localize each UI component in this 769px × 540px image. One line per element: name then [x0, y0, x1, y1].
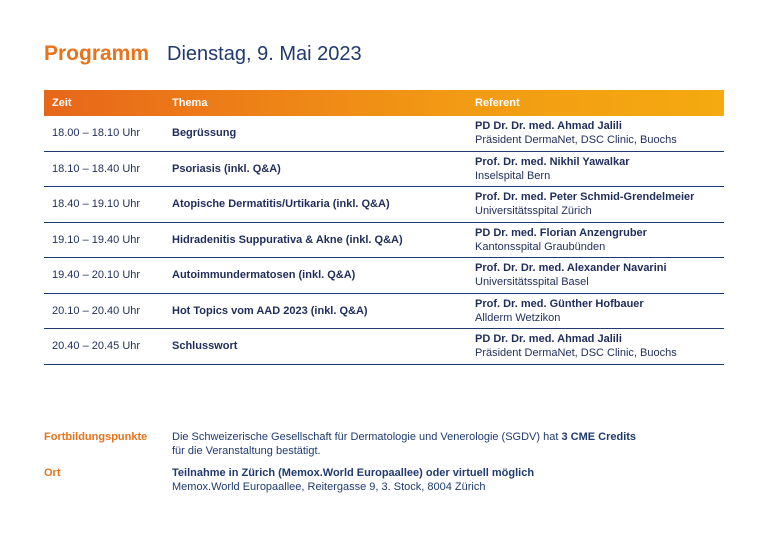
row-speaker — [468, 155, 724, 183]
program-table — [44, 90, 724, 365]
row-speaker — [468, 332, 724, 360]
table-row — [44, 294, 724, 330]
row-topic: Hot Topics vom AAD 2023 (inkl. Q&A) — [172, 304, 368, 317]
page-header — [44, 42, 362, 66]
row-speaker — [468, 261, 724, 289]
row-time: 19.10 – 19.40 Uhr — [52, 233, 141, 246]
row-topic: Atopische Dermatitis/Urtikaria (inkl. Q&A) — [172, 198, 390, 211]
row-time: 18.10 – 18.40 Uhr — [52, 162, 141, 175]
row-speaker — [468, 190, 724, 218]
speaker-institution: Universitätsspital Basel — [475, 276, 589, 289]
location-label: Ort — [44, 467, 61, 479]
row-speaker — [468, 297, 724, 325]
row-time: 18.40 – 19.10 Uhr — [52, 198, 141, 211]
event-date: Dienstag, 9. Mai 2023 — [167, 43, 362, 65]
row-topic: Psoriasis (inkl. Q&A) — [172, 162, 281, 175]
credits-text-end: für die Veranstaltung bestätigt. — [172, 445, 321, 457]
table-row — [44, 152, 724, 188]
row-time: 18.00 – 18.10 Uhr — [52, 127, 141, 140]
speaker-institution: Universitätsspital Zürich — [475, 205, 592, 218]
speaker-name: PD Dr. Dr. med. Ahmad Jalili — [475, 333, 622, 346]
row-speaker — [468, 226, 724, 254]
column-header-speaker: Referent — [475, 97, 520, 109]
speaker-institution: Inselspital Bern — [475, 169, 551, 182]
page-title: Programm — [44, 42, 150, 65]
credits-text — [172, 430, 692, 458]
location-section — [44, 466, 692, 494]
row-time: 19.40 – 20.10 Uhr — [52, 269, 141, 282]
speaker-institution: Allderm Wetzikon — [475, 311, 561, 324]
location-line-2: Memox.World Europaallee, Reitergasse 9, 3. Stock, 8004 Zürich — [172, 481, 486, 493]
table-body — [44, 116, 724, 365]
table-row — [44, 223, 724, 259]
speaker-name: Prof. Dr. Dr. med. Alexander Navarini — [475, 262, 667, 275]
credits-amount: 3 CME Credits — [561, 431, 637, 443]
table-row — [44, 116, 724, 152]
speaker-name: PD Dr. med. Florian Anzengruber — [475, 226, 647, 239]
location-line-1: Teilnahme in Zürich (Memox.World Europaallee) oder virtuell möglich — [172, 467, 535, 479]
column-header-time: Zeit — [52, 97, 72, 109]
table-header — [44, 90, 724, 116]
row-topic: Begrüssung — [172, 127, 237, 140]
table-row — [44, 187, 724, 223]
speaker-name: PD Dr. Dr. med. Ahmad Jalili — [475, 120, 622, 133]
row-topic: Autoimmundermatosen (inkl. Q&A) — [172, 269, 356, 282]
column-header-topic: Thema — [172, 97, 208, 109]
speaker-institution: Kantonsspital Graubünden — [475, 240, 606, 253]
row-topic: Hidradenitis Suppurativa & Akne (inkl. Q&A) — [172, 233, 403, 246]
row-time: 20.40 – 20.45 Uhr — [52, 340, 141, 353]
speaker-name: Prof. Dr. med. Peter Schmid-Grendelmeier — [475, 191, 695, 204]
row-time: 20.10 – 20.40 Uhr — [52, 304, 141, 317]
speaker-name: Prof. Dr. med. Nikhil Yawalkar — [475, 155, 630, 168]
location-text — [172, 466, 692, 494]
speaker-institution: Präsident DermaNet, DSC Clinic, Buochs — [475, 347, 677, 360]
row-topic: Schlusswort — [172, 340, 238, 353]
table-row — [44, 258, 724, 294]
credits-text-start: Die Schweizerische Gesellschaft für Dermatologie und Venerologie (SGDV) hat — [172, 431, 562, 443]
credits-label: Fortbildungspunkte — [44, 431, 148, 443]
credits-section — [44, 430, 692, 458]
speaker-name: Prof. Dr. med. Günther Hofbauer — [475, 297, 644, 310]
row-speaker — [468, 119, 724, 147]
table-row — [44, 329, 724, 365]
speaker-institution: Präsident DermaNet, DSC Clinic, Buochs — [475, 134, 677, 147]
